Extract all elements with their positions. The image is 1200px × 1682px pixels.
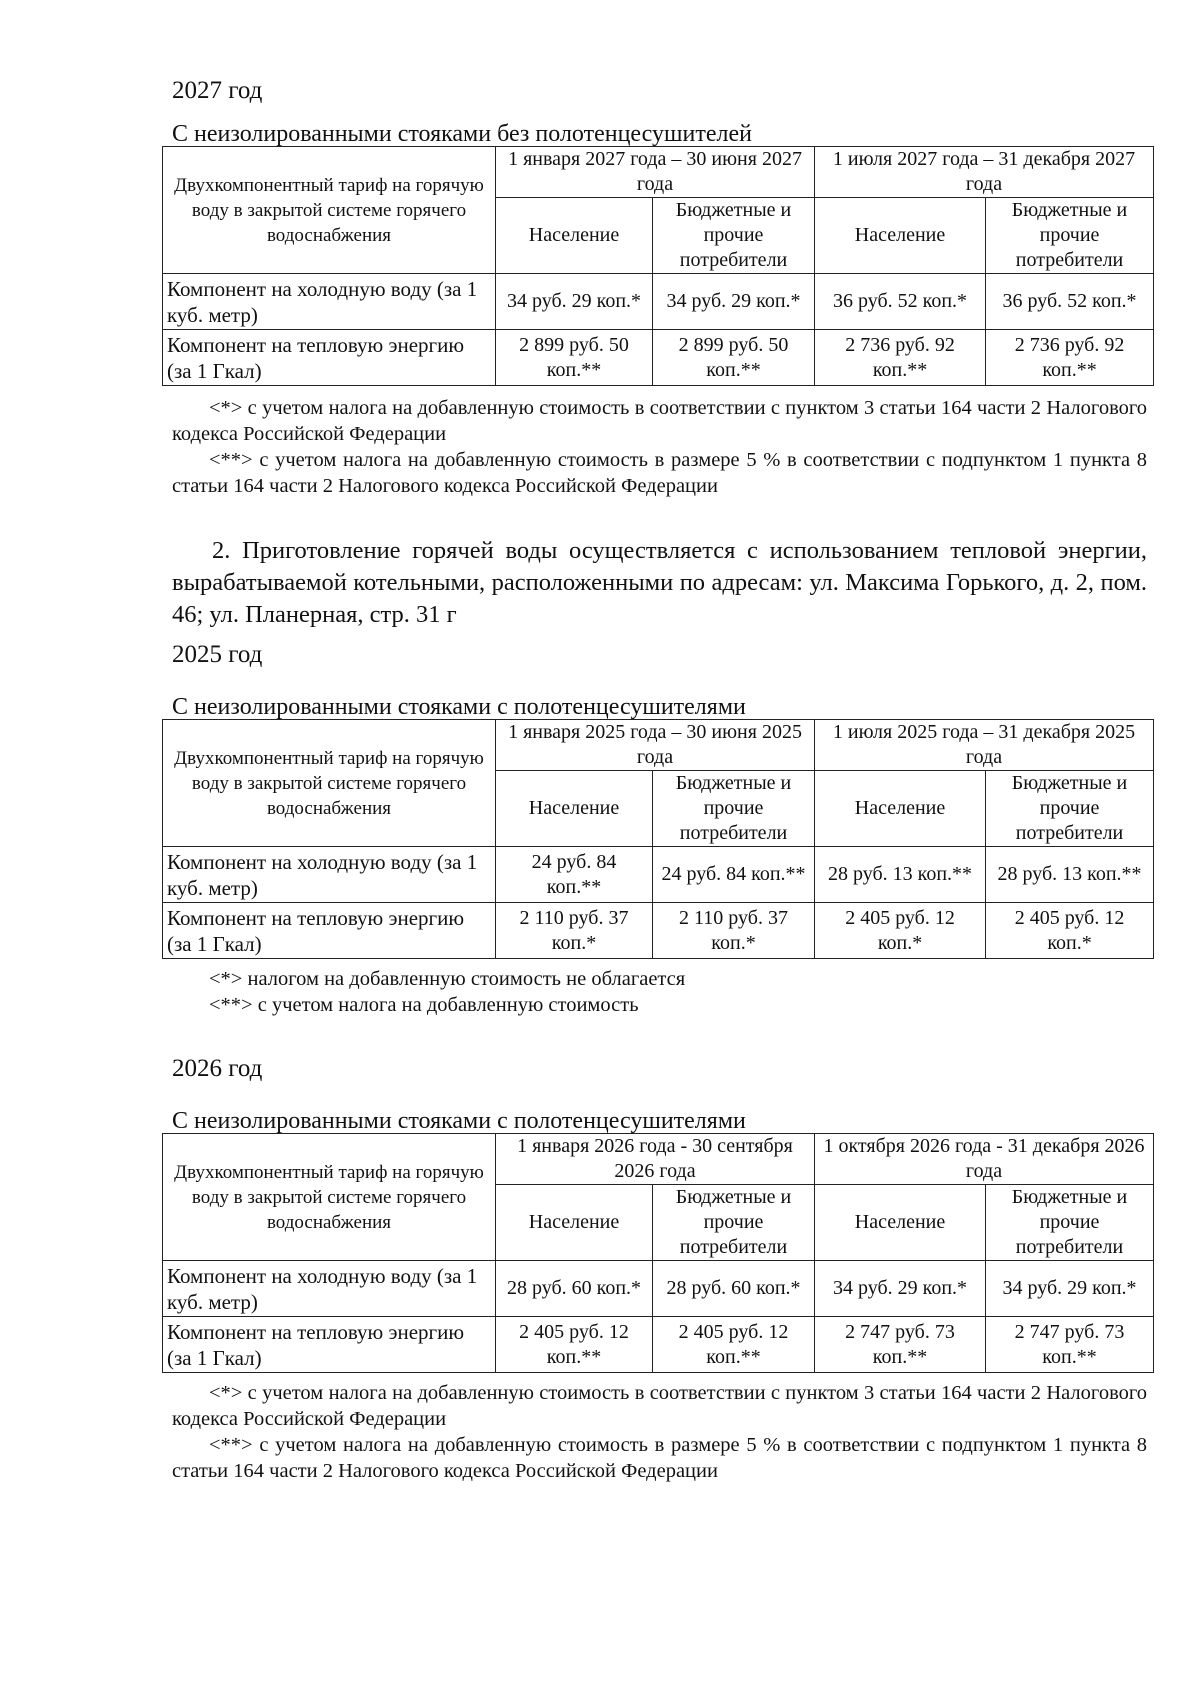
- footnote-double-asterisk: <**> с учетом налога на добавленную стоимость: [209, 994, 639, 1016]
- table-cell: 2 747 руб. 73 коп.**: [815, 1317, 986, 1373]
- table-cell: 2 747 руб. 73 коп.**: [986, 1317, 1154, 1373]
- body-paragraph: 2. Приготовление горячей воды осуществляется с использованием тепловой энергии, вырабатываемой котельными, расположенными по адресам: ул. Максима Горького, д. 2, пом. 46; ул. Планерная, стр. 31 г: [172, 537, 1147, 628]
- footnote-double-asterisk: <**> с учетом налога на добавленную стоимость в размере 5 % в соответствии с подпунктом 1 пункта 8 статьи 164 части 2 Налогового кодекса Российской Федерации: [172, 449, 1147, 497]
- table-caption: С неизолированными стояками с полотенцесушителями: [172, 694, 746, 720]
- table-cell: 24 руб. 84 коп.**: [653, 847, 815, 903]
- section-year-heading: 2026 год: [172, 1055, 263, 1082]
- table-cell: 28 руб. 13 коп.**: [815, 847, 986, 903]
- period-header: 1 января 2027 года – 30 июня 2027 года: [496, 147, 815, 198]
- column-header-population: Население: [496, 771, 653, 847]
- table-cell: 2 405 руб. 12 коп.**: [653, 1317, 815, 1373]
- table-row: [163, 274, 1154, 330]
- column-header-population: Население: [815, 771, 986, 847]
- column-header-budget: Бюджетные и прочие потребители: [653, 771, 815, 847]
- footnote-single-asterisk: <*> с учетом налога на добавленную стоимость в соответствии с пунктом 3 статьи 164 части 2 Налогового кодекса Российской Федерации: [172, 397, 1147, 445]
- table-caption: С неизолированными стояками без полотенцесушителей: [172, 121, 752, 147]
- section-year-heading: 2025 год: [172, 641, 263, 668]
- column-header-budget: Бюджетные и прочие потребители: [986, 771, 1154, 847]
- table-caption: С неизолированными стояками с полотенцесушителями: [172, 1108, 746, 1134]
- footnote-single-asterisk: <*> с учетом налога на добавленную стоимость в соответствии с пунктом 3 статьи 164 части 2 Налогового кодекса Российской Федерации: [172, 1382, 1147, 1430]
- column-header-population: Население: [815, 1185, 986, 1261]
- table-cell: 36 руб. 52 коп.*: [986, 274, 1154, 330]
- table-cell: 36 руб. 52 коп.*: [815, 274, 986, 330]
- tariff-table: [162, 146, 1154, 386]
- table-cell: 2 899 руб. 50 коп.**: [653, 330, 815, 386]
- table-cell: 2 110 руб. 37 коп.*: [653, 903, 815, 959]
- table-cell: 28 руб. 60 коп.*: [653, 1261, 815, 1317]
- column-header-budget: Бюджетные и прочие потребители: [653, 1185, 815, 1261]
- table-cell: 2 405 руб. 12 коп.*: [815, 903, 986, 959]
- row-label: Компонент на холодную воду (за 1 куб. метр): [163, 1261, 496, 1317]
- table-cell: 34 руб. 29 коп.*: [496, 274, 653, 330]
- period-header: 1 июля 2027 года – 31 декабря 2027 года: [815, 147, 1154, 198]
- table-row: [163, 903, 1154, 959]
- tariff-header-label: Двухкомпонентный тариф на горячую воду в закрытой системе горячего водоснабжения: [163, 147, 496, 274]
- table-cell: 28 руб. 60 коп.*: [496, 1261, 653, 1317]
- tariff-header-label: Двухкомпонентный тариф на горячую воду в закрытой системе горячего водоснабжения: [163, 1134, 496, 1261]
- row-label: Компонент на холодную воду (за 1 куб. метр): [163, 847, 496, 903]
- row-label: Компонент на тепловую энергию (за 1 Гкал): [163, 903, 496, 959]
- table-row: [163, 1317, 1154, 1373]
- table-row: [163, 330, 1154, 386]
- table-cell: 24 руб. 84 коп.**: [496, 847, 653, 903]
- column-header-population: Население: [496, 1185, 653, 1261]
- table-cell: 2 736 руб. 92 коп.**: [815, 330, 986, 386]
- table-cell: 28 руб. 13 коп.**: [986, 847, 1154, 903]
- tariff-header-label: Двухкомпонентный тариф на горячую воду в закрытой системе горячего водоснабжения: [163, 720, 496, 847]
- table-cell: 34 руб. 29 коп.*: [815, 1261, 986, 1317]
- column-header-population: Население: [496, 198, 653, 274]
- table-cell: 2 736 руб. 92 коп.**: [986, 330, 1154, 386]
- column-header-population: Население: [815, 198, 986, 274]
- table-row: [163, 847, 1154, 903]
- tariff-table: [162, 719, 1154, 959]
- table-cell: 2 405 руб. 12 коп.*: [986, 903, 1154, 959]
- period-header: 1 октября 2026 года - 31 декабря 2026 года: [815, 1134, 1154, 1185]
- footnote-double-asterisk: <**> с учетом налога на добавленную стоимость в размере 5 % в соответствии с подпунктом 1 пункта 8 статьи 164 части 2 Налогового кодекса Российской Федерации: [172, 1434, 1147, 1482]
- row-label: Компонент на тепловую энергию (за 1 Гкал): [163, 330, 496, 386]
- footnote-single-asterisk: <*> налогом на добавленную стоимость не облагается: [209, 968, 686, 990]
- period-header: 1 января 2025 года – 30 июня 2025 года: [496, 720, 815, 771]
- table-cell: 34 руб. 29 коп.*: [986, 1261, 1154, 1317]
- tariff-table: [162, 1133, 1154, 1373]
- column-header-budget: Бюджетные и прочие потребители: [986, 1185, 1154, 1261]
- table-cell: 2 405 руб. 12 коп.**: [496, 1317, 653, 1373]
- period-header: 1 января 2026 года - 30 сентября 2026 года: [496, 1134, 815, 1185]
- table-row: [163, 1261, 1154, 1317]
- column-header-budget: Бюджетные и прочие потребители: [653, 198, 815, 274]
- table-cell: 2 899 руб. 50 коп.**: [496, 330, 653, 386]
- row-label: Компонент на холодную воду (за 1 куб. метр): [163, 274, 496, 330]
- period-header: 1 июля 2025 года – 31 декабря 2025 года: [815, 720, 1154, 771]
- table-cell: 34 руб. 29 коп.*: [653, 274, 815, 330]
- section-year-heading: 2027 год: [172, 77, 263, 104]
- table-cell: 2 110 руб. 37 коп.*: [496, 903, 653, 959]
- column-header-budget: Бюджетные и прочие потребители: [986, 198, 1154, 274]
- row-label: Компонент на тепловую энергию (за 1 Гкал): [163, 1317, 496, 1373]
